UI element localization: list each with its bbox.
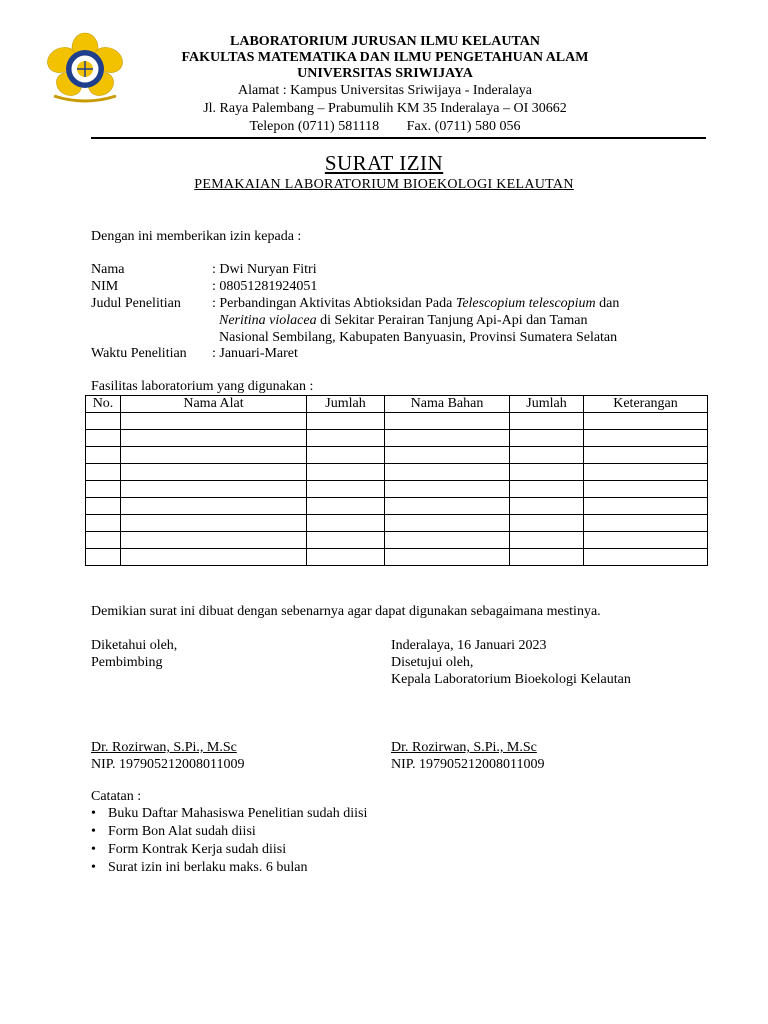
list-item (91, 859, 367, 877)
table-cell (121, 549, 307, 566)
bullet-icon: • (91, 824, 96, 839)
table-cell (385, 481, 510, 498)
table-row (86, 481, 708, 498)
table-header-keterangan: Keterangan (584, 396, 708, 413)
table-cell (121, 481, 307, 498)
sig-right-nip: NIP. 197905212008011009 (391, 757, 545, 772)
table-cell (584, 464, 708, 481)
table-cell (584, 481, 708, 498)
table-header-nama-bahan: Nama Bahan (385, 396, 510, 413)
judul-label: Judul Penelitian (91, 296, 181, 311)
table-cell (121, 532, 307, 549)
table-cell (510, 447, 584, 464)
table-cell (121, 413, 307, 430)
facilities-table (85, 395, 708, 566)
closing-text: Demikian surat ini dibuat dengan sebenarnya agar dapat digunakan sebagaimana mestinya. (91, 604, 601, 619)
judul-species-2: Neritina violacea (219, 313, 317, 328)
table-header-jumlah-alat: Jumlah (307, 396, 385, 413)
table-cell (510, 498, 584, 515)
table-cell (584, 447, 708, 464)
table-header-no: No. (86, 396, 121, 413)
letter-subtitle: PEMAKAIAN LABORATORIUM BIOEKOLOGI KELAUTAN (194, 177, 574, 192)
table-cell (510, 464, 584, 481)
nama-label: Nama (91, 262, 125, 277)
table-row (86, 413, 708, 430)
sig-right-date: Inderalaya, 16 Januari 2023 (391, 638, 547, 653)
table-cell (307, 464, 385, 481)
table-cell (121, 447, 307, 464)
table-cell (385, 447, 510, 464)
table-cell (510, 430, 584, 447)
table-cell (86, 447, 121, 464)
table-row (86, 498, 708, 515)
table-row (86, 430, 708, 447)
letterhead-contact (130, 118, 640, 136)
table-header-row (86, 396, 708, 413)
table-cell (510, 532, 584, 549)
judul-value-line-1 (212, 295, 619, 312)
letterhead-address-2: Jl. Raya Palembang – Prabumulih KM 35 Inderalaya – OI 30662 (203, 101, 567, 116)
waktu-value: : Januari-Maret (212, 346, 298, 361)
table-cell (385, 464, 510, 481)
table-cell (307, 413, 385, 430)
table-cell (385, 549, 510, 566)
table-cell (385, 515, 510, 532)
table-cell (385, 498, 510, 515)
sig-right-name: Dr. Rozirwan, S.Pi., M.Sc (391, 740, 537, 755)
table-cell (584, 532, 708, 549)
intro-text: Dengan ini memberikan izin kepada : (91, 229, 302, 244)
table-cell (584, 549, 708, 566)
table-cell (307, 447, 385, 464)
table-cell (86, 430, 121, 447)
table-row (86, 447, 708, 464)
table-cell (86, 549, 121, 566)
table-cell (307, 532, 385, 549)
sig-left-nip: NIP. 197905212008011009 (91, 757, 245, 772)
letterhead-fax: Fax. (0711) 580 056 (406, 119, 521, 134)
letterhead-university: UNIVERSITAS SRIWIJAYA (297, 66, 473, 81)
table-cell (86, 413, 121, 430)
bullet-icon: • (91, 806, 96, 821)
judul-species-1: Telescopium telescopium (455, 296, 596, 311)
letterhead-lab-name: LABORATORIUM JURUSAN ILMU KELAUTAN (230, 34, 540, 49)
table-cell (510, 515, 584, 532)
table-cell (307, 549, 385, 566)
table-cell (86, 498, 121, 515)
table-cell (86, 532, 121, 549)
table-cell (584, 515, 708, 532)
list-item (91, 841, 367, 859)
bullet-icon: • (91, 842, 96, 857)
judul-line2-text: di Sekitar Perairan Tanjung Api-Api dan Taman (316, 313, 588, 328)
university-logo (42, 32, 128, 104)
table-cell (307, 515, 385, 532)
table-row (86, 549, 708, 566)
table-cell (584, 413, 708, 430)
letterhead-phone: Telepon (0711) 581118 (249, 119, 380, 134)
judul-line1-text: : Perbandingan Aktivitas Abtioksidan Pada (212, 296, 456, 311)
table-cell (510, 549, 584, 566)
table-row (86, 464, 708, 481)
sig-right-role: Kepala Laboratorium Bioekologi Kelautan (391, 672, 631, 687)
letterhead-faculty: FAKULTAS MATEMATIKA DAN ILMU PENGETAHUAN ALAM (181, 50, 589, 65)
waktu-label: Waktu Penelitian (91, 346, 187, 361)
sig-left-name: Dr. Rozirwan, S.Pi., M.Sc (91, 740, 237, 755)
bullet-icon: • (91, 860, 96, 875)
table-cell (121, 498, 307, 515)
judul-value-line-3: Nasional Sembilang, Kabupaten Banyuasin, Provinsi Sumatera Selatan (219, 330, 618, 345)
table-cell (86, 464, 121, 481)
table-cell (307, 481, 385, 498)
letterhead-divider (91, 137, 706, 139)
table-cell (121, 430, 307, 447)
letter-title: SURAT IZIN (324, 151, 444, 175)
table-cell (385, 430, 510, 447)
letterhead-address-1: Alamat : Kampus Universitas Sriwijaya - Inderalaya (238, 83, 532, 98)
judul-line1-end: dan (595, 296, 620, 311)
table-cell (86, 481, 121, 498)
list-item (91, 823, 367, 841)
facilities-caption: Fasilitas laboratorium yang digunakan : (91, 379, 314, 394)
note-text: Form Kontrak Kerja sudah diisi (108, 842, 287, 857)
table-cell (584, 430, 708, 447)
sig-right-approved-by: Disetujui oleh, (391, 655, 474, 670)
facilities-table-body (86, 413, 708, 566)
table-header-nama-alat: Nama Alat (121, 396, 307, 413)
table-cell (584, 498, 708, 515)
nama-value: : Dwi Nuryan Fitri (212, 262, 317, 277)
table-cell (121, 515, 307, 532)
table-row (86, 532, 708, 549)
note-text: Form Bon Alat sudah diisi (108, 824, 256, 839)
sig-left-known-by: Diketahui oleh, (91, 638, 178, 653)
table-row (86, 515, 708, 532)
table-cell (307, 430, 385, 447)
list-item (91, 805, 367, 823)
table-cell (307, 498, 385, 515)
table-cell (385, 413, 510, 430)
table-cell (510, 413, 584, 430)
letterhead (130, 34, 640, 136)
nim-label: NIM (91, 279, 119, 294)
sig-left-role: Pembimbing (91, 655, 163, 670)
table-cell (510, 481, 584, 498)
nim-value: : 08051281924051 (212, 279, 318, 294)
table-cell (121, 464, 307, 481)
table-cell (385, 532, 510, 549)
table-header-jumlah-bahan: Jumlah (510, 396, 584, 413)
note-text: Surat izin ini berlaku maks. 6 bulan (108, 860, 308, 875)
judul-value-line-2 (219, 312, 587, 329)
notes-heading: Catatan : (91, 789, 142, 804)
table-cell (86, 515, 121, 532)
notes-list (91, 805, 367, 877)
note-text: Buku Daftar Mahasiswa Penelitian sudah diisi (108, 806, 368, 821)
